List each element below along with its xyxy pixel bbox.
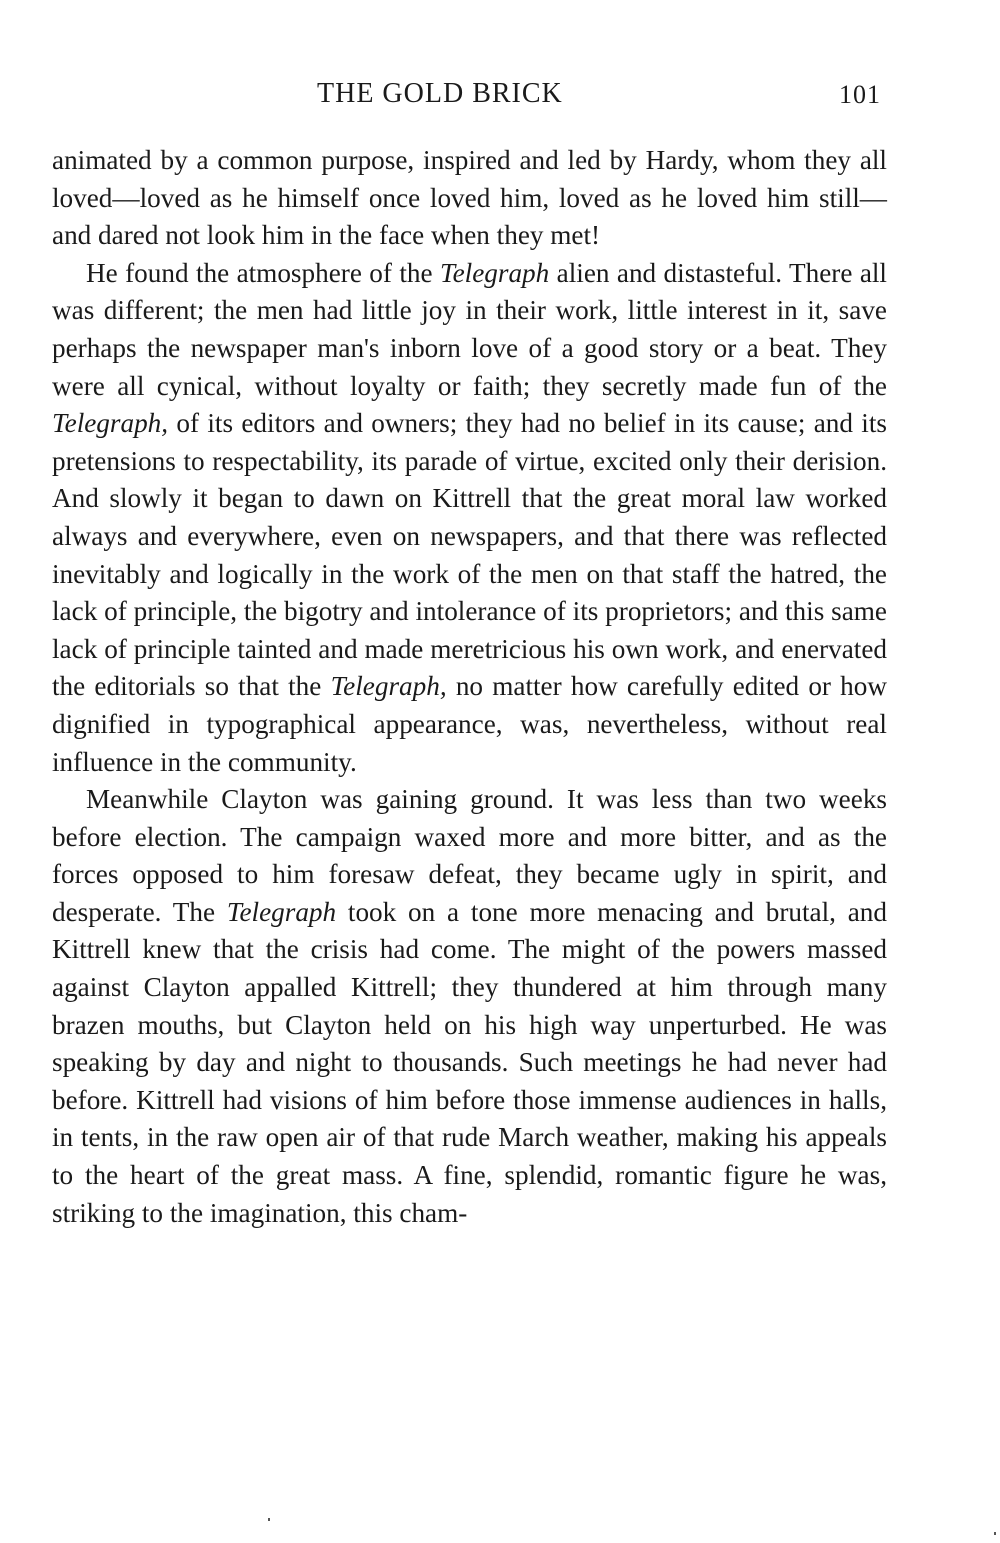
paragraph-3 <box>52 781 887 1232</box>
running-head-title: THE GOLD BRICK <box>317 78 563 109</box>
italic-title-telegraph: Telegraph <box>226 896 337 927</box>
paragraph-text: of its editors and owners; they had no belief in its cause; and its pretensions to respectability, its parade of virtue, excited only their derision. And slowly it began to dawn on Kittrell that the great moral law worked always and everywhere, even on newspapers, and that there was reflected inevitably and logically in the work of the men on that staff the hatred, the lack of principle, the bigotry and intolerance of its proprietors; and this same lack of principle tainted and made meretricious his own work, and enervated the editorials so that the <box>52 408 887 702</box>
running-head <box>52 78 887 118</box>
book-page <box>52 78 887 1232</box>
italic-title-telegraph: Telegraph, <box>52 408 169 439</box>
italic-title-telegraph: Telegraph, <box>330 671 447 702</box>
scan-speck <box>994 1532 996 1535</box>
page-number: 101 <box>839 80 881 109</box>
paragraph-text: took on a tone more menacing and brutal, and Kittrell knew that the crisis had come. The might of the powers massed against Clayton appalled Kittrell; they thundered at him through many brazen mouths, but Clayton held on his high way unperturbed. He was speaking by day and night to thousands. Such meetings he had never had before. Kittrell had visions of him before those immense audiences in halls, in tents, in the raw open air of that rude March weather, making his appeals to the heart of the great mass. A fine, splendid, romantic figure he was, striking to the imagination, this cham- <box>52 896 887 1228</box>
paragraph-2 <box>52 255 887 781</box>
paragraph-text: Meanwhile Clayton was gaining ground. It was less than two weeks before election. The campaign waxed more and more bitter, and as the forces opposed to him foresaw defeat, they became ugly in spirit, and desperate. The <box>52 784 887 927</box>
paragraph-1 <box>52 142 887 255</box>
paragraph-text: no matter how carefully edited or how dignified in typographical appearance, was, nevertheless, without real influence in the community. <box>52 671 888 777</box>
scan-speck <box>268 1518 270 1521</box>
italic-title-telegraph: Telegraph <box>439 257 550 288</box>
body-text <box>52 142 887 1232</box>
paragraph-text: He found the atmosphere of the <box>86 257 440 288</box>
paragraph-text: animated by a common purpose, inspired and led by Hardy, whom they all loved—loved as he himself once loved him, loved as he loved him still—and dared not look him in the face when they met! <box>52 145 887 251</box>
paragraph-text: alien and distasteful. There all was different; the men had little joy in their work, little interest in it, save perhaps the newspaper man's inborn love of a good story or a beat. They were all cynical, without loyalty or faith; they secretly made fun of the <box>52 257 887 401</box>
